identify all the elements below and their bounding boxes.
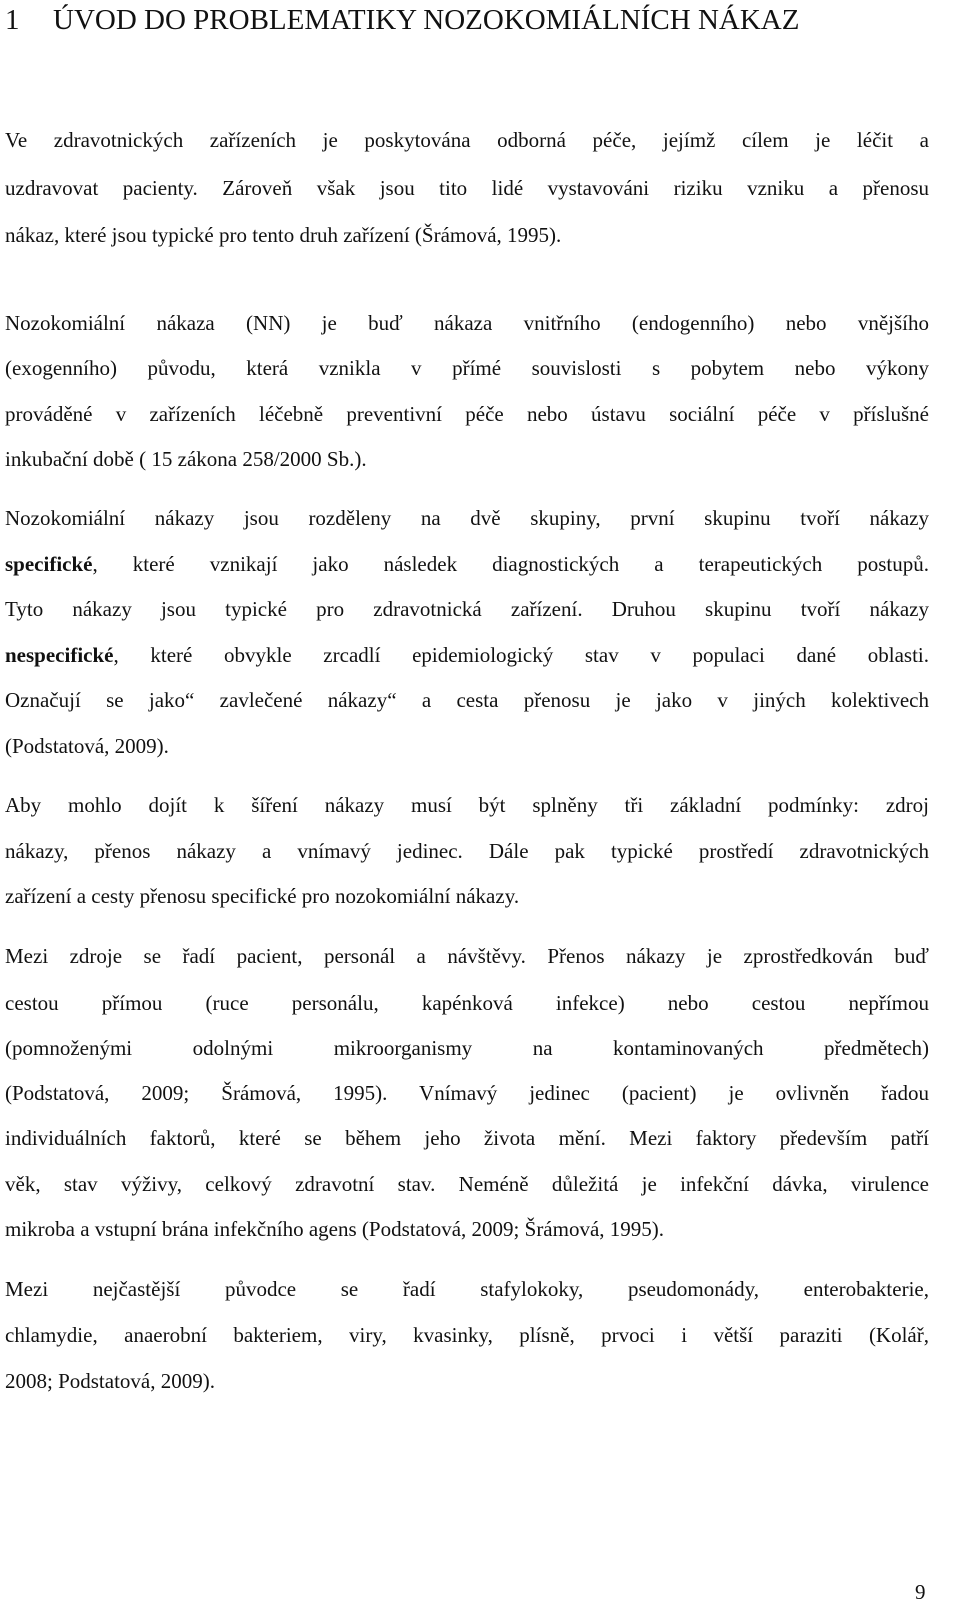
paragraph-4-line-2: nákazy, přenos nákazy a vnímavý jedinec. Dále pak typické prostředí zdravotnických <box>5 839 929 863</box>
paragraph-1-line-1: Ve zdravotnických zařízeních je poskytována odborná péče, jejímž cílem je léčit a <box>5 128 929 152</box>
paragraph-3-line-4-rest: , které obvykle zrcadlí epidemiologický stav v populaci dané oblasti. <box>113 643 929 667</box>
chapter-heading <box>5 0 799 40</box>
chapter-number: 1 <box>5 4 20 36</box>
paragraph-3-line-6: (Podstatová, 2009). <box>5 734 169 758</box>
paragraph-6-line-3: 2008; Podstatová, 2009). <box>5 1369 215 1393</box>
paragraph-4-line-1: Aby mohlo dojít k šíření nákazy musí být splněny tři základní podmínky: zdroj <box>5 793 929 817</box>
paragraph-3-line-4 <box>5 641 929 669</box>
paragraph-2-line-1: Nozokomiální nákaza (NN) je buď nákaza vnitřního (endogenního) nebo vnějšího <box>5 311 929 335</box>
paragraph-5-line-1: Mezi zdroje se řadí pacient, personál a návštěvy. Přenos nákazy je zprostředkován buď <box>5 944 929 968</box>
chapter-title: ÚVOD DO PROBLEMATIKY NOZOKOMIÁLNÍCH NÁKAZ <box>53 4 800 36</box>
paragraph-5-line-4: (Podstatová, 2009; Šrámová, 1995). Vnímavý jedinec (pacient) je ovlivněn řadou <box>5 1081 929 1105</box>
paragraph-2-line-3: prováděné v zařízeních léčebně preventivní péče nebo ústavu sociální péče v příslušné <box>5 402 929 426</box>
paragraph-5-line-2: cestou přímou (ruce personálu, kapénková infekce) nebo cestou nepřímou <box>5 991 929 1015</box>
paragraph-1-line-3: nákaz, které jsou typické pro tento druh zařízení (Šrámová, 1995). <box>5 223 562 247</box>
paragraph-1-line-2: uzdravovat pacienty. Zároveň však jsou tito lidé vystavováni riziku vzniku a přenosu <box>5 176 929 200</box>
paragraph-2-line-2: (exogenního) původu, která vznikla v přímé souvislosti s pobytem nebo výkony <box>5 356 929 380</box>
paragraph-5-line-5: individuálních faktorů, které se během jeho života mění. Mezi faktory především patří <box>5 1126 929 1150</box>
paragraph-6-line-1: Mezi nejčastější původce se řadí stafylokoky, pseudomonády, enterobakterie, <box>5 1277 929 1301</box>
paragraph-4-line-3: zařízení a cesty přenosu specifické pro nozokomiální nákazy. <box>5 884 520 908</box>
paragraph-5-line-6: věk, stav výživy, celkový zdravotní stav. Neméně důležitá je infekční dávka, virulence <box>5 1172 929 1196</box>
paragraph-2-line-4: inkubační době ( 15 zákona 258/2000 Sb.). <box>5 447 367 471</box>
paragraph-3-line-5: Označují se jako“ zavlečené nákazy“ a cesta přenosu je jako v jiných kolektivech <box>5 688 929 712</box>
term-specific: specifické <box>5 552 93 576</box>
paragraph-3-line-2-rest: , které vznikají jako následek diagnostických a terapeutických postupů. <box>92 552 929 576</box>
paragraph-3-line-2 <box>5 550 929 578</box>
paragraph-6-line-2: chlamydie, anaerobní bakteriem, viry, kvasinky, plísně, prvoci i větší paraziti (Kolář, <box>5 1323 929 1347</box>
paragraph-5-line-3: (pomnoženými odolnými mikroorganismy na kontaminovaných předmětech) <box>5 1036 929 1060</box>
paragraph-5-line-7: mikroba a vstupní brána infekčního agens (Podstatová, 2009; Šrámová, 1995). <box>5 1217 665 1241</box>
page-number: 9 <box>915 1580 926 1604</box>
term-nonspecific: nespecifické <box>5 643 114 667</box>
paragraph-3-line-1: Nozokomiální nákazy jsou rozděleny na dvě skupiny, první skupinu tvoří nákazy <box>5 506 929 530</box>
paragraph-3-line-3: Tyto nákazy jsou typické pro zdravotnická zařízení. Druhou skupinu tvoří nákazy <box>5 597 929 621</box>
